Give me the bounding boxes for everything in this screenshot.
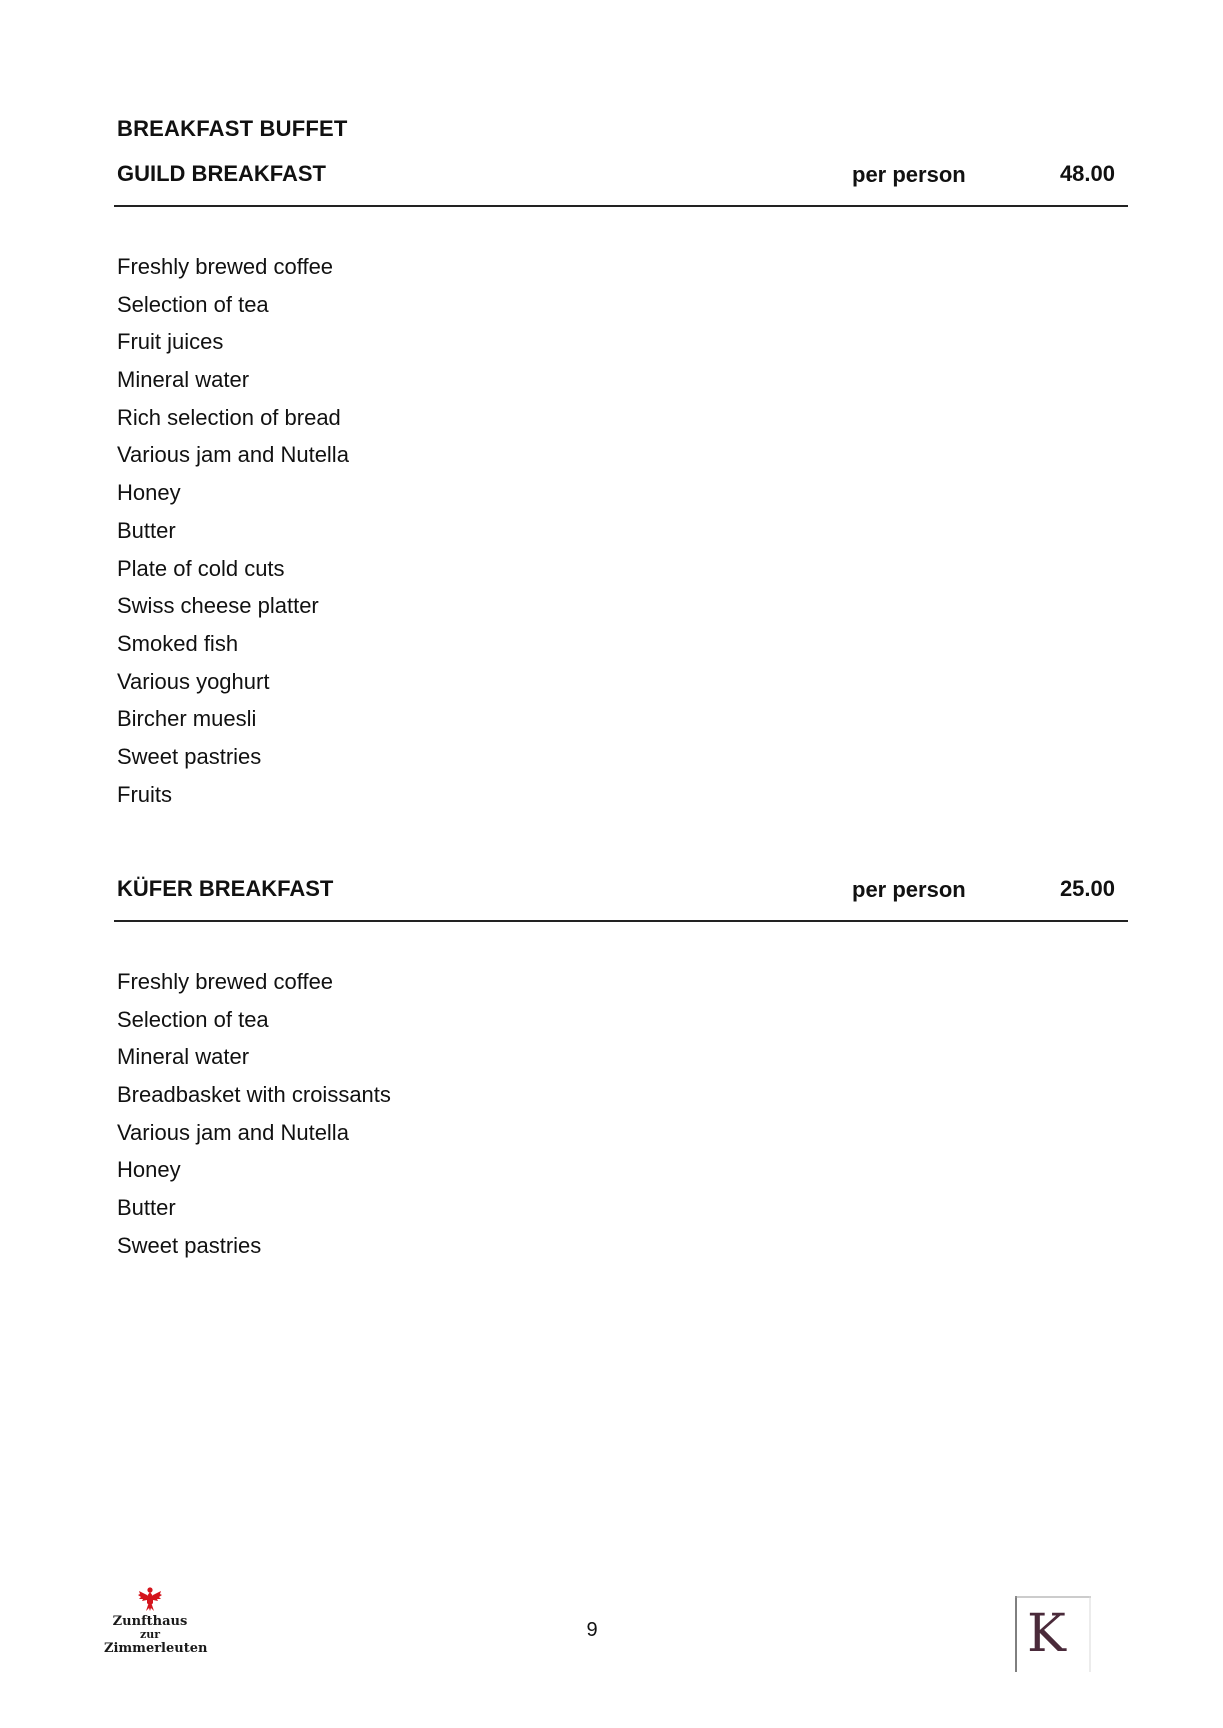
list-item: Sweet pastries	[117, 1232, 262, 1258]
list-item: Selection of tea	[117, 291, 269, 317]
price-unit-label: per person	[852, 162, 966, 187]
price-value: 25.00	[1059, 876, 1115, 901]
list-item: Plate of cold cuts	[117, 555, 285, 581]
k-monogram-icon	[1015, 1596, 1091, 1672]
list-item: Rich selection of bread	[117, 404, 341, 430]
list-item: Butter	[117, 1195, 176, 1221]
list-item: Various yoghurt	[117, 668, 270, 694]
list-item: Smoked fish	[117, 630, 239, 656]
guild-breakfast-section	[114, 157, 1128, 813]
section-title: GUILD BREAKFAST	[117, 161, 326, 186]
section-header	[114, 872, 1128, 922]
list-item: Breadbasket with croissants	[117, 1082, 391, 1108]
list-item: Honey	[117, 1157, 181, 1183]
section-title: KÜFER BREAKFAST	[117, 876, 334, 901]
page-title: BREAKFAST BUFFET	[117, 116, 348, 141]
list-item: Swiss cheese platter	[117, 593, 319, 619]
list-item: Bircher muesli	[117, 706, 257, 732]
logo-text-line: Zunfthaus	[112, 1614, 188, 1629]
section-header	[114, 157, 1128, 207]
list-item: Fruits	[117, 781, 172, 807]
list-item: Mineral water	[117, 1044, 250, 1070]
logo-text-line: zur	[139, 1628, 161, 1641]
list-item: Mineral water	[117, 367, 250, 393]
list-item: Butter	[117, 517, 176, 543]
menu-item-list	[114, 248, 1128, 813]
list-item: Selection of tea	[117, 1006, 269, 1032]
list-item: Sweet pastries	[117, 743, 262, 769]
zunfthaus-logo	[104, 1586, 208, 1656]
logo-text-line: Zimmerleuten	[104, 1641, 208, 1656]
eagle-crest-icon	[137, 1586, 163, 1612]
price-value: 48.00	[1059, 161, 1115, 186]
list-item: Honey	[117, 480, 181, 506]
menu-item-list	[114, 963, 1128, 1265]
list-item: Fruit juices	[117, 329, 224, 355]
kufer-breakfast-section	[114, 872, 1128, 1265]
list-item: Freshly brewed coffee	[117, 254, 334, 279]
list-item: Various jam and Nutella	[117, 1119, 349, 1145]
list-item: Various jam and Nutella	[117, 442, 349, 468]
page-number: 9	[586, 1619, 598, 1641]
list-item: Freshly brewed coffee	[117, 969, 334, 994]
monogram-letter: K	[1027, 1604, 1066, 1664]
price-unit-label: per person	[852, 877, 966, 902]
